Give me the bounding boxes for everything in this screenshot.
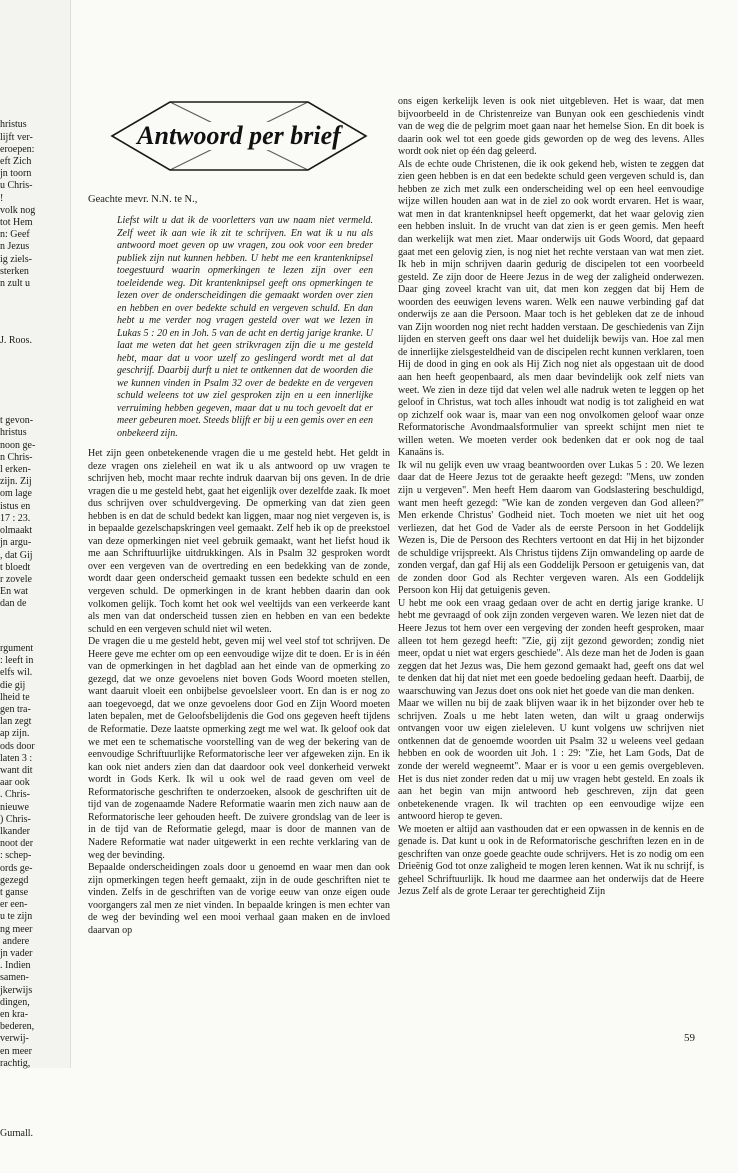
paragraph: De vragen die u me gesteld hebt, geven mij wel veel stof tot schrijven. De Heere geve me echter om op een eenvoudige wijze dit te doen. Er is in één van de opmerkingen in het dagblad aan het einde van de opmerking zo gezegd, dat we onze gevoelens niet boven Gods Woord moeten stellen, want daaruit vloeit een onbijbelse gevoelsleer voort. En dan is er nog zo aan toegevoegd, dat we onze gevoelens door God en Zijn Woord moeten laten bepalen, met de Geloofsbelijdenis die God ons gegeven heeft tijdens de Reformatie. Deze laatste opmerking zegt me wel wat. Ik geloof ook dat we met een te schematische voorstelling van de weg der bekering van de eenvoudige Schriftuurlijke Reformatorische leer ver afgeweken zijn. En ik kan ook niet anders zien dan dat daardoor ook veel donkerheid verwekt wordt in Gods Kerk. Ik wil u ook wel de raad geven om veel de Reformatorische geschriften te onderzoeken, alsook de geschriften uit de tijd van de zogenaamde Nadere Reformatie waarin men zich nauw aan de Reformatorische leer gehouden heeft. De zuivere grondslag van de leer is in de tijd van de Reformatie gelegd, maar is door de mannen van de Nadere Reformatie wat nader uitgewerkt in een rechte verklaring van de weg der bevinding. — [88, 636, 390, 861]
logo-graphic — [108, 96, 370, 176]
fragment-3: t gevon- hristus noon ge- n Chris- l erken- zijn. Zij om lage istus en 17 : 23. olmaakt jn argu- , dat Gij t bloedt r zovele En wat dan de — [0, 415, 36, 610]
paragraph: Ik wil nu gelijk even uw vraag beantwoorden over Lukas 5 : 20. We lezen daar dat de Heere Jezus tot de geraakte heeft gezegd: "Mens, uw zonden zijn u vergeven". Men heeft Hem daarom van Godslastering beschuldigd, want men heeft gezegd: "Wie kan de zonden vergeven dan God alleen?" Men erkende Christus' Godheid niet. Toch moeten we niet uit het oog verliezen, dat het God de Vader als de eerste Persoon in het Goddelijk Wezen is, Die de Persoon des Rechters vertoont en dat Hij in het bijzonder de schuldige vrijspreekt. Als Christus tijdens Zijn omwandeling op aarde de zonden vergaf, dan gaf Hij als een Goddelijk Persoon er getuigenis van, dat de zonden door God als Rechter vergeven waren. Als een Goddelijk Persoon kon Hij dat getuigenis geven. — [398, 459, 704, 597]
previous-page-edge — [0, 0, 71, 1140]
paragraph: We moeten er altijd aan vasthouden dat er een opwassen in de kennis en de genade is. Dat kunt u ook in de Reformatorische geschriften lezen en in de geschriften van onze goede geachte oude schrijvers. Het is zo nodig om een Drieënig God tot onze zaligheid te mogen leren kennen. Wat ik nu schrijf, is geheel Schriftuurlijk. Ik houd me daarmee aan het onderwijs dat de Heere Jezus Zelf als de grote Leraar ter gerechtigheid Zijn — [398, 823, 704, 898]
salutation: Geachte mevr. N.N. te N., — [88, 194, 198, 205]
paragraph: Bepaalde onderscheidingen zoals door u genoemd en waar men dan ook zijn opmerkingen tegen heeft gemaakt, zijn in de oude geschriften niet te vinden. Zelfs in de geschriften van de vorige eeuw van onze eigen oude voorgangers zal men ze niet vinden. In bepaalde kringen is men echter van de weg der bevinding wel een mooi verhaal gaan maken en de invloed daarvan op — [88, 862, 390, 936]
paragraph: Het zijn geen onbetekenende vragen die u me gesteld hebt. Het geldt in deze vragen ons zieleheil en wat ik u als antwoord op uw vragen te schrijven heb, mocht maar rechte indruk daarvan bij ons geven. In de drie vragen die u me gesteld hebt, gaat het eigenlijk over dezelfde zaak. Ik moet dus schrijven over schuldvergeving. De opmerking van dat zien geen hebben is en dat de schuld bedekt kan liggen, maar nog niet vergeven is, is in bepaalde gezelschapskringen veel gemaakt. Zelf heb ik op de preekstoel van deze opmerkingen niet veel gebruik gemaakt, want het liefst houd ik me aan Schriftuurlijke uitdrukkingen. Als in Psalm 32 gesproken wordt over een vergeven van de overtreding en een bedekking van de zonde, wordt daar geen onderscheid gemaakt tussen een bedekte schuld en een vergeven schuld. De opmerkingen in de krant hebben daarin dan ook volkomen gelijk. Toch komt het ook wel veeltijds van een verkeerde kant als men van dat onderscheid tussen zien en hebben en van een bedekte schuld en een vergeven schuld niet wil weten. — [88, 448, 390, 635]
fragment-2: J. Roos. — [0, 334, 32, 346]
left-column — [88, 448, 390, 937]
svg-text:Antwoord per brief: Antwoord per brief — [137, 121, 341, 150]
previous-page-fragments — [0, 95, 62, 1173]
page-number: 59 — [684, 1032, 695, 1044]
column-logo — [108, 96, 370, 176]
intro-paragraph: Liefst wilt u dat ik de voorletters van uw naam niet vermeld. Zelf weet ik aan wie ik zit te schrijven. En wat ik u nu als antwoord moet geven op uw vragen, zou ook voor een breder publiek zijn nut kunnen hebben. U hebt me een krantenknipsel toegestuurd waarin opmerkingen te lezen zijn over een toeleidende weg. Dit krantenknipsel geeft ons opmerkingen te lezen over de onderscheidingen die gemaakt worden over zien en hebben en over bedekte schuld en vergeven schuld. En dan hebt u me verder nog vragen gesteld over wat we lezen in Lukas 5 : 20 en in Joh. 5 van de acht en dertig jarige kranke. U laat me weten dat het geen strikvragen zijn die u me gesteld hebt, maar dat u voor uzelf zo geslingerd wordt met al dat geschrijf. Daarbij durft u niet te ontkennen dat de woorden die we kunnen vinden in Psalm 32 over de bedekte en de vergeven schuld weleens tot uw ziel gesproken zijn en u een innerlijke verruiming hebben gegeven, maar dat u nu toch gevoelt dat er meer gebeuren moet. Steeds blijft er bij u een gemis over en een onbekeerd zijn. — [117, 215, 373, 439]
paragraph: U hebt me ook een vraag gedaan over de acht en dertig jarige kranke. U hebt me gevraagd of ook zijn zonden vergeven waren. We lezen niet dat de Heere Jezus tot hem over een vergeving der zonden heeft gesproken, maar alleen tot hem gezegd heeft: "Zie, gij zijt gezond geworden; zondig niet meer, opdat u niet wat ergers geschiede". Als deze man het de Joden is gaan zeggen dat het Jezus was, Die hem gezond gemaakt had, geeft ons dat wel te denken dat hij dat niet met een goede bedoeling gedaan heeft. Daarbij, de waarschuwing van Jezus doet ons ook niet het goede van die man denken. — [398, 597, 704, 697]
paragraph: Maar we willen nu bij de zaak blijven waar ik in het bijzonder over heb te schrijven. Zoals u me hebt laten weten, dan wilt u graag onderwijs ontvangen voor uw eigen zieleleven. U kunt volgens uw schrijven niet ontkennen dat de genoemde woorden uit Psalm 32 u weleens veel gedaan hebben en ook de woorden uit Joh. 1 : 29: "Zie, het Lam Gods, Dat de zonde der wereld wegneemt". Maar er is voor u een gemis overgebleven. Het is dus niet zonder reden dat u mij uw vragen hebt gesteld. En zoals ik aan het begin van mijn antwoord heb geschreven, zijn dat geen onbetekenende vragen. Ik wil trachten op een eenvoudige wijze een antwoord hierop te geven. — [398, 698, 704, 823]
paragraph: Als de echte oude Christenen, die ik ook gekend heb, wisten te zeggen dat zien geen hebben is en dat een bedekte schuld geen vergeven schuld is, dan hebben ze zich met zulk een onderscheiding wel op een heel eenvoudige wijze willen houden aan wat in de ziel zo ook wordt ervaren. Het is waar, wat men in dat krantenknipsel heeft opgemerkt, dat het waar gelovig zien een hebben insluit. In de vrucht van dat zien is er geen gemis. Men heeft dan werkelijk wat men ziet. Maar onderwijs uit Gods Woord, dat gepaard gaat met een gelovig zien, is nog niet het rechte verstaan van wat men ziet. Ik heb in mijn schrijven daarin gedurig de discipelen tot een voorbeeld gesteld. Ze zijn door de Heere Jezus in de weg der zaligheid onderwezen. Daar ging zoveel kracht van uit, dat men kon zeggen dat bij Hem de woorden des eeuwigen levens waren. Welk een nauwe verbinding gaf dat onderwijs ze aan die Persoon. Maar toch is het gebleken dat ze de inhoud van Zijn woorden nog niet recht hadden verstaan. De geschiedenis van Zijn lijden en sterven geeft ons daar wel het duidelijk bewijs van. Hoe zal men de innerlijke zielsgesteldheid van de discipelen recht kunnen verklaren, toen Hij de dood in ging en ook als Hij Zich nog niet als opgestaan uit de dood aan hen heeft geopenbaard, als men daar bevindelijk ook zelf niets van weet. We zien in deze tijd dat velen wel alle nadruk weten te leggen op het geloof in Christus, wat toch alles inhoudt wat nodig is tot zaligheid en wat op zichzelf ook waar is, maar van een nog onvolkomen geloof waar onze Reformatorische Avondmaalsformulier van spreekt schijnt men niet te willen weten. We moeten verder ook bedenken dat er ook nog de taal Kanaäns is. — [398, 158, 704, 459]
paragraph: ons eigen kerkelijk leven is ook niet uitgebleven. Het is waar, dat men bijvoorbeeld in de Christenreize van Bunyan ook een geschiedenis vindt van de weg die de pelgrim moet gaan naar het hemelse Sion. En dit boek is daarin ook wel tot een goede gids geworden op de weg des levens. Alles wordt ook niet op één dag geleerd. — [398, 96, 704, 158]
fragment-5: Gurnall. — [0, 1128, 34, 1140]
right-column — [398, 96, 704, 899]
fragment-4: rgument : leeft in elfs wil. die gij lheid te gen tra- lan zegt ap zijn. ods door laten 3 : want dit aar ook . Chris- nieuwe ) Chris- lkander noot der : schep- ords ge- gezegd t ganse er een- u te zijn ng meer andere jn vader . Indien samen- jkerwijs dingen, en kra- bederen, verwij- en meer rachtig, — [0, 642, 35, 1069]
fragment-1: hristus lijft ver- eroepen: eft Zich jn toorn u Chris- ! volk nog tot Hem n: Geef n Jezus ig ziels- sterken n zult u — [0, 119, 36, 290]
